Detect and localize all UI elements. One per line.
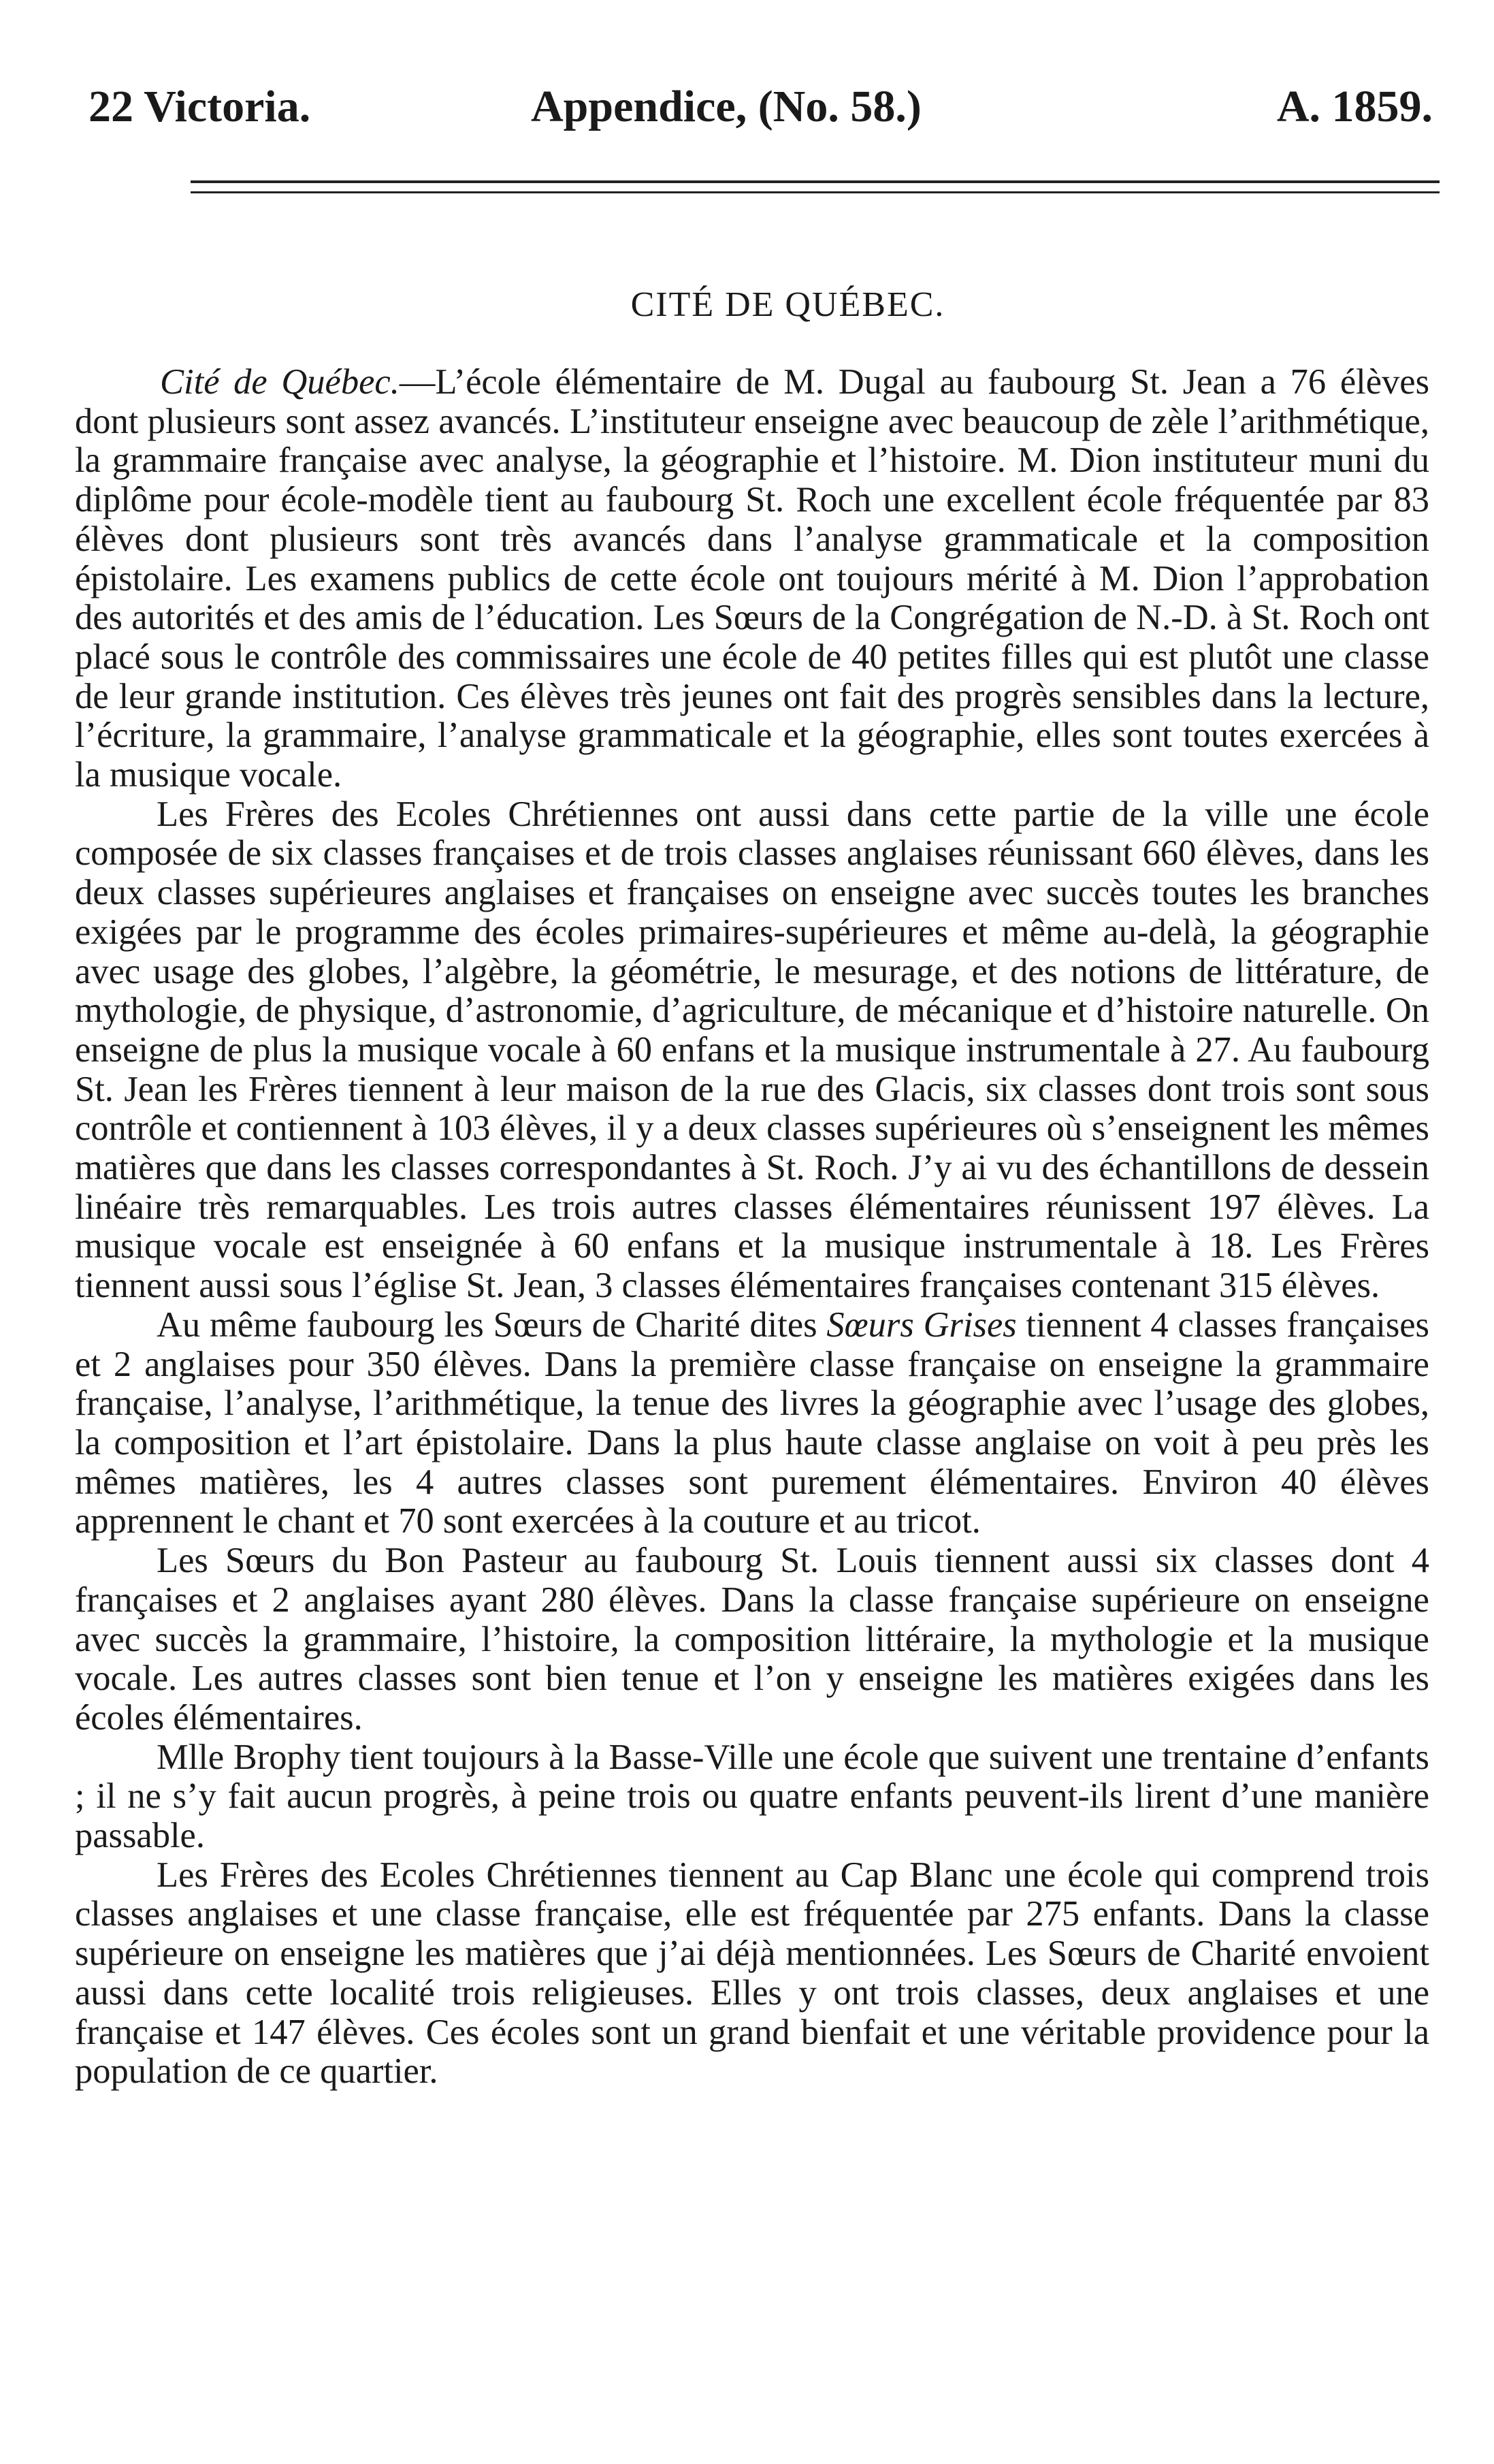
running-header [88, 76, 1433, 138]
paragraph-italic: Sœurs Grises [826, 1305, 1017, 1345]
paragraph-6: Les Frères des Ecoles Chrétiennes tiennent au Cap Blanc une école qui comprend trois classes anglaises et une classe française, elle est fréquentée par 275 enfants. Dans la classe supérieure on enseigne les matières que j’ai déjà mentionnées. Les Sœurs de Charité envoient aussi dans cette localité trois religieuses. Elles y ont trois classes, deux anglaises et une française et 147 élèves. Ces écoles sont un grand bienfait et une véritable providence pour la population de ce quartier. [75, 1855, 1429, 2092]
paragraph-text-after: tiennent 4 classes françaises et 2 anglaises pour 350 élèves. Dans la première classe française on enseigne la grammaire française, l’analyse, l’arithmétique, la tenue des livres la géographie avec l’usage des globes, la composition et l’art épistolaire. Dans la plus haute classe anglaise on voit à peu près les mêmes matières, les 4 autres classes sont purement élémentaires. Environ 40 élèves apprennent le chant et 70 sont exercées à la couture et au tricot. [75, 1305, 1429, 1541]
header-rule-bottom [191, 191, 1440, 193]
paragraph-1 [75, 363, 1429, 795]
paragraph-4: Les Sœurs du Bon Pasteur au faubourg St. Louis tiennent aussi six classes dont 4 françaises et 2 anglaises ayant 280 élèves. Dans la classe française supérieure on enseigne avec succès la grammaire, l’histoire, la composition littéraire, la mythologie et la musique vocale. Les autres classes sont bien tenue et l’on y enseigne les matières exigées dans les écoles élémentaires. [75, 1541, 1429, 1738]
header-center: Appendice, (No. 58.) [531, 82, 922, 131]
body-text [75, 363, 1429, 2092]
paragraph-text-before: Au même faubourg les Sœurs de Charité dites [157, 1305, 827, 1345]
paragraph-2: Les Frères des Ecoles Chrétiennes ont aussi dans cette partie de la ville une école composée de six classes françaises et de trois classes anglaises réunissant 660 élèves, dans les deux classes supérieures anglaises et françaises on enseigne avec succès toutes les branches exigées par le programme des écoles primaires-supérieures et même au-delà, la géographie avec usage des globes, l’algèbre, la géométrie, le mesurage, et des notions de littérature, de mythologie, de physique, d’astronomie, d’agriculture, de mécanique et d’histoire naturelle. On enseigne de plus la musique vocale à 60 enfans et la musique instrumentale à 27. Au faubourg St. Jean les Frères tiennent à leur maison de la rue des Glacis, six classes dont trois sont sous contrôle et contiennent à 103 élèves, il y a deux classes supérieures où s’enseignent les mêmes matières que dans les classes correspondantes à St. Roch. J’y ai vu des échantillons de dessein linéaire très remarquables. Les trois autres classes élémentaires réunissent 197 élèves. La musique vocale est enseignée à 60 enfans et la musique instrumentale à 18. Les Frères tiennent aussi sous l’église St. Jean, 3 classes élémentaires françaises contenant 315 élèves. [75, 794, 1429, 1306]
paragraph-text: —L’école élémentaire de M. Dugal au faubourg St. Jean a 76 élèves dont plusieurs sont assez avancés. L’instituteur enseigne avec beaucoup de zèle l’arithmétique, la grammaire française avec analyse, la géographie et l’histoire. M. Dion instituteur muni du diplôme pour école-modèle tient au faubourg St. Roch une excellent école fréquentée par 83 élèves dont plusieurs sont très avancés dans l’analyse grammaticale et la composition épistolaire. Les examens publics de cette école ont toujours mérité à M. Dion l’approbation des autorités et des amis de l’éducation. Les Sœurs de la Congrégation de N.-D. à St. Roch ont placé sous le contrôle des commissaires une école de 40 petites filles qui est plutôt une classe de leur grande institution. Ces élèves très jeunes ont fait des progrès sensibles dans la lecture, l’écriture, la grammaire, l’analyse grammaticale et la géographie, elles sont toutes exercées à la musique vocale. [75, 362, 1429, 795]
header-right: A. 1859. [1276, 82, 1433, 131]
paragraph-5: Mlle Brophy tient toujours à la Basse-Ville une école que suivent une trentaine d’enfants ; il ne s’y fait aucun progrès, à peine trois ou quatre enfants peuvent-ils lirent d’une manière passable. [75, 1737, 1429, 1856]
section-title: CITÉ DE QUÉBEC. [630, 285, 945, 324]
header-left: 22 Victoria. [88, 82, 311, 131]
paragraph-3 [75, 1306, 1429, 1541]
header-rule-top [191, 180, 1440, 183]
paragraph-lead: Cité de Québec. [160, 362, 400, 402]
